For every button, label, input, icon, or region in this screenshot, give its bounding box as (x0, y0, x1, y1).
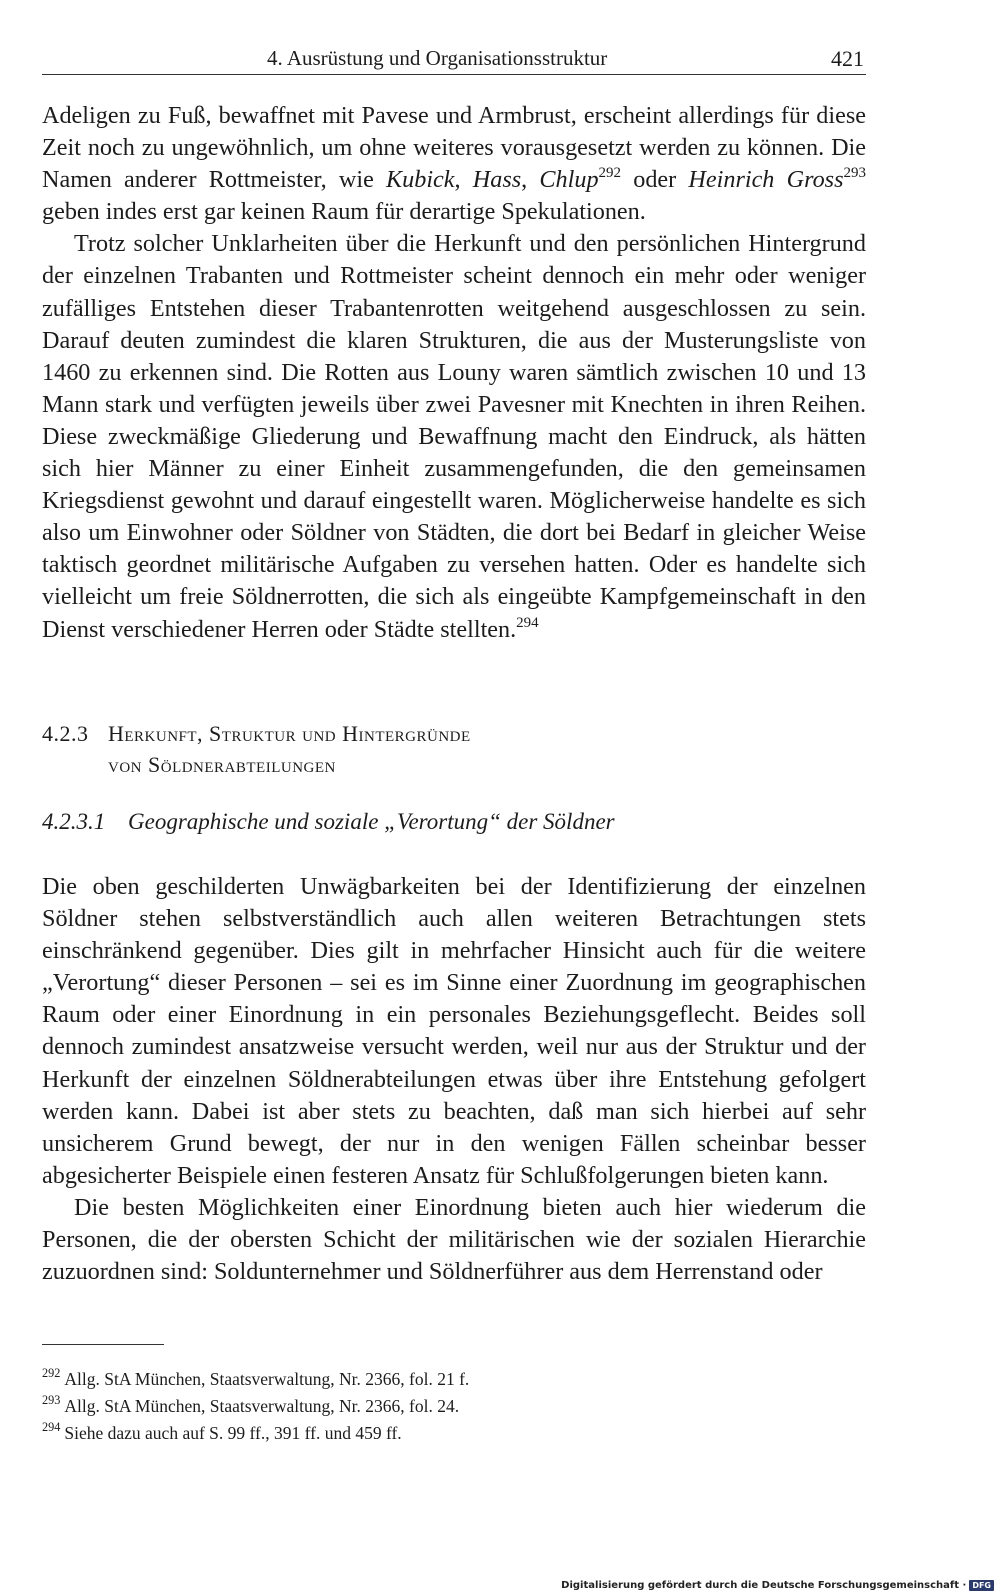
paragraph-3: Die oben geschilderten Unwägbarkeiten bei der Identifizierung der einzelnen Söldner stehen selbstverständlich auch allen weiteren Betrachtungen stets einschränkend gegenüber. Dies gilt in mehrfacher Hinsicht auch für die weitere „Verortung“ dieser Personen – sei es im Sinne einer Zuordnung im geographischen Raum oder einer Einordnung in ein personales Beziehungsgeflecht. Beides soll dennoch zumindest ansatzweise versucht werden, weil nur aus der Struktur und der Herkunft der einzelnen Söldnerabteilungen etwas über ihre Entstehung gefolgert werden kann. Dabei ist aber stets zu beachten, daß man sich hierbei auf sehr unsicherem Grund bewegt, der nur in den wenigen Fällen scheinbar besser abgesicherter Beispiele einen festeren Ansatz für Schlußfolgerungen bieten kann. (42, 873, 866, 1189)
name-chlup: Chlup (539, 166, 599, 194)
paragraph-4: Die besten Möglichkeiten einer Einordnung bieten auch hier wiederum die Personen, die der obersten Schicht der militärischen wie der sozialen Hierarchie zuzuordnen sind: Soldunternehmer und Söldnerführer aus dem Herrenstand oder (42, 1193, 866, 1286)
subsection-title: Geographische und soziale „Verortung“ der Söldner (128, 809, 615, 834)
section-number: 4.2.3 (42, 721, 89, 746)
footnote-divider (42, 1344, 164, 1345)
name-heinrich-gross: Heinrich Gross (688, 166, 844, 194)
page-header (42, 44, 866, 75)
footnotes (42, 1366, 866, 1447)
footnote-292: $^{292}$ Allg. StA München, Staatsverwaltung, Nr. 2366, fol. 21 f. (42, 1366, 470, 1389)
footnote-ref-294: 294 (516, 614, 539, 631)
dfg-logo-icon: DFG (969, 1580, 994, 1591)
footnote-ref-293: 293 (843, 165, 866, 182)
footnote-293: $^{293}$ Allg. StA München, Staatsverwaltung, Nr. 2366, fol. 24. (42, 1393, 460, 1416)
footnote-294: $^{294}$ Siehe dazu auch auf S. 99 ff., 391 ff. und 459 ff. (42, 1420, 402, 1443)
footnote-ref-292: 292 (598, 165, 622, 182)
digitization-note: Digitalisierung gefördert durch die Deutsche Forschungsgemeinschaft · DFG (561, 1580, 994, 1591)
text-block-top (42, 100, 866, 646)
page-number: 421 (831, 46, 864, 71)
name-kubick: Kubick (386, 166, 455, 194)
paragraph-1: Adeligen zu Fuß, bewaffnet mit Pavese und Armbrust, erscheint allerdings für diese Zeit noch zu ungewöhnlich, um ohne weiteres vorausgesetzt werden zu können. Die Namen anderer Rottmeister, wie Kubick, Hass, Chlup$^{292}$ oder Heinrich Gross$^{293}$ geben indes erst gar keinen Raum für derartige Spekulationen. (42, 102, 866, 226)
running-title: 4. Ausrüstung und Organisationsstruktur (267, 46, 608, 70)
name-hass: Hass (472, 166, 522, 194)
section-title-line1: Herkunft, Struktur und Hintergründe (108, 721, 471, 746)
text-block-bottom (42, 871, 866, 1288)
subsection-heading (42, 809, 866, 835)
section-title-line2: von Söldnerabteilungen (108, 752, 336, 777)
section-heading (42, 718, 866, 780)
paragraph-2: Trotz solcher Unklarheiten über die Herkunft und den persönlichen Hintergrund der einzelnen Trabanten und Rottmeister scheint dennoch ein mehr oder weniger zufälliges Entstehen dieser Trabantenrotten weitgehend ausgeschlossen zu sein. Darauf deuten zumindest die klaren Strukturen, die aus der Musterungsliste von 1460 zu erkennen sind. Die Rotten aus Louny waren sämtlich zwischen 10 und 13 Mann stark und verfügten jeweils über zwei Pavesner mit Knechten in ihren Reihen. Diese zweckmäßige Gliederung und Bewaffnung macht den Eindruck, als hätten sich hier Männer zu einer Einheit zusammengefunden, die den gemeinsamen Kriegsdienst gewohnt und darauf eingestellt waren. Möglicherweise handelte es sich also um Einwohner oder Söldner von Städten, die dort bei Bedarf in gleicher Weise taktisch geordnet militärische Aufgaben zu versehen hatten. Oder es handelte sich vielleicht um freie Söldnerrotten, die sich als eingeübte Kampfgemeinschaft in den Dienst verschiedener Herren oder Städte stellten.$^{294}$ (42, 230, 866, 643)
subsection-number: 4.2.3.1 (42, 809, 106, 834)
